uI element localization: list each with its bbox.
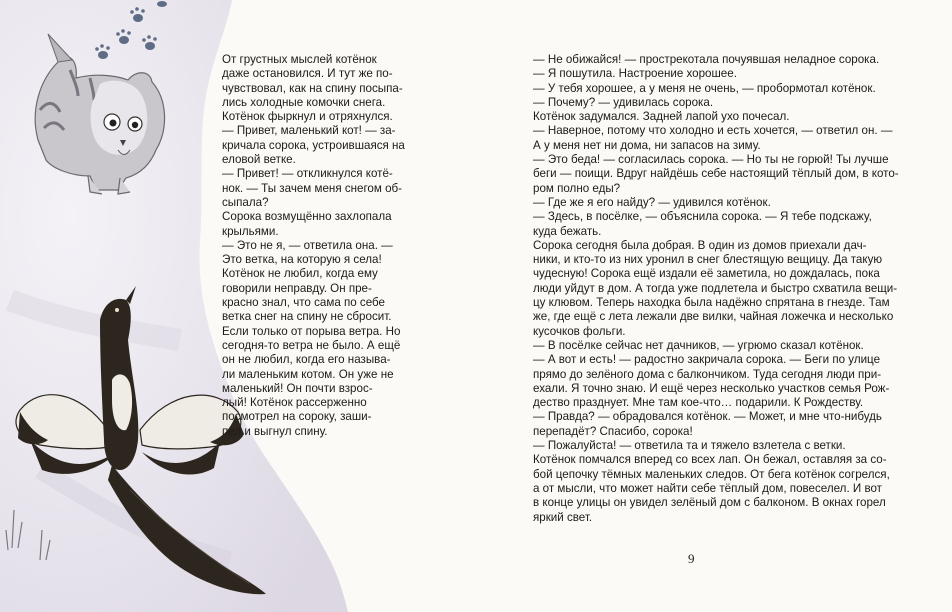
paragraph: — Привет, маленький кот! — за- кричала сорока, устроившаяся на еловой ветке. — [222, 124, 405, 167]
page-number: 9 — [688, 551, 695, 566]
paragraph: — Пожалуйста! — ответила та и тяжело взлетела с ветки. — [533, 439, 846, 453]
paragraph: — Не обижайся! — прострекотала почуявшая неладное сорока. — Я пошутила. Настроение хорошее. — [533, 53, 880, 81]
text-column-left — [210, 53, 460, 439]
paragraph: — Это не я, — ответила она. — Это ветка, на которую я села! — [222, 238, 393, 267]
paragraph: Котёнок не любил, когда ему говорили неправду. Он пре- красно знал, что сама по себе ветка снег на спину не сбросит. Если только от порыва ветра. Но сегодня-то ветра не было. А ещё он не любил, когда его называ- ли маленьким котом. Он уже не маленький! Он почти взрос- лый! Котёнок рассерженно посмотрел на сороку, заши- пел и выгнул спину. — [222, 267, 401, 438]
paragraph: — А вот и есть! — радостно закричала сорока. — Беги по улице прямо до зелёного дома с балкончиком. Туда сегодня люди при- ехали. Я точно знаю. И ещё через несколько участков семья Рож- дество празднует. Мне там кое-что… подарили. К Рождеству. — [533, 353, 890, 410]
paragraph: Сорока сегодня была добрая. В один из домов приехали дач- ники, и кто-то из них уронил в снег блестящую вещицу. Да такую чудесную! Сорока ещё издали её заметила, но дождалась, пока люди уйдут в дом. А тогда уже подлетела и быстро схватила вещи- цу клювом. Теперь находка была надёжно спрятана в гнезде. Там же, где ещё с лета лежали две вилки, чайная ложечка и несколько кусочков фольги. — [533, 238, 898, 338]
paragraph: Сорока возмущённо захлопала крыльями. — [222, 210, 392, 238]
paragraph: — В посёлке сейчас нет дачников, — угрюмо сказал котёнок. — [533, 338, 864, 352]
paragraph: — Привет! — откликнулся котё- нок. — Ты зачем меня снегом об- сыпала? — [222, 167, 403, 209]
paragraph: Котёнок помчался вперед со всех лап. Он бежал, оставляя за со- бой цепочку тёмных маленьких следов. От бега котёнок согрелся, а от мысли, что может найти себе тёплый дом, повеселел. И вот в конце улицы он увидел зелёный дом с балконом. В окнах горел яркий свет. — [533, 453, 890, 524]
paragraph: Котёнок фыркнул и отряхнулся. — [222, 110, 393, 124]
paragraph: — Почему? — удивилась сорока. — [533, 95, 714, 109]
paragraph: — Правда? — обрадовался котёнок. — Может, и мне что-нибудь перепадёт? Спасибо, сорока! — [533, 410, 882, 438]
paragraph: — Это беда! — согласилась сорока. — Но ты не горюй! Ты лучше беги — поищи. Вдруг найдёшь себе настоящий тёплый дом, в кото- ром полно еды? — [533, 153, 899, 195]
paragraph: — У тебя хорошее, а у меня не очень, — пробормотал котёнок. — [533, 81, 876, 95]
text-column-right — [521, 53, 899, 525]
paragraph: Котёнок задумался. Задней лапой ухо почесал. — [533, 110, 790, 124]
paragraph: От грустных мыслей котёнок даже остановился. И тут же по- чувствовал, как на спину посыпа- лись холодные комочки снега. — [222, 53, 403, 109]
paragraph: — Наверное, потому что холодно и есть хочется, — ответил он. — А у меня нет ни дома, ни запасов на зиму. — [533, 124, 893, 152]
paragraph: — Здесь, в посёлке, — объяснила сорока. — Я тебе подскажу, куда бежать. — [533, 210, 872, 238]
paragraph: — Где же я его найду? — удивился котёнок. — [533, 195, 771, 209]
